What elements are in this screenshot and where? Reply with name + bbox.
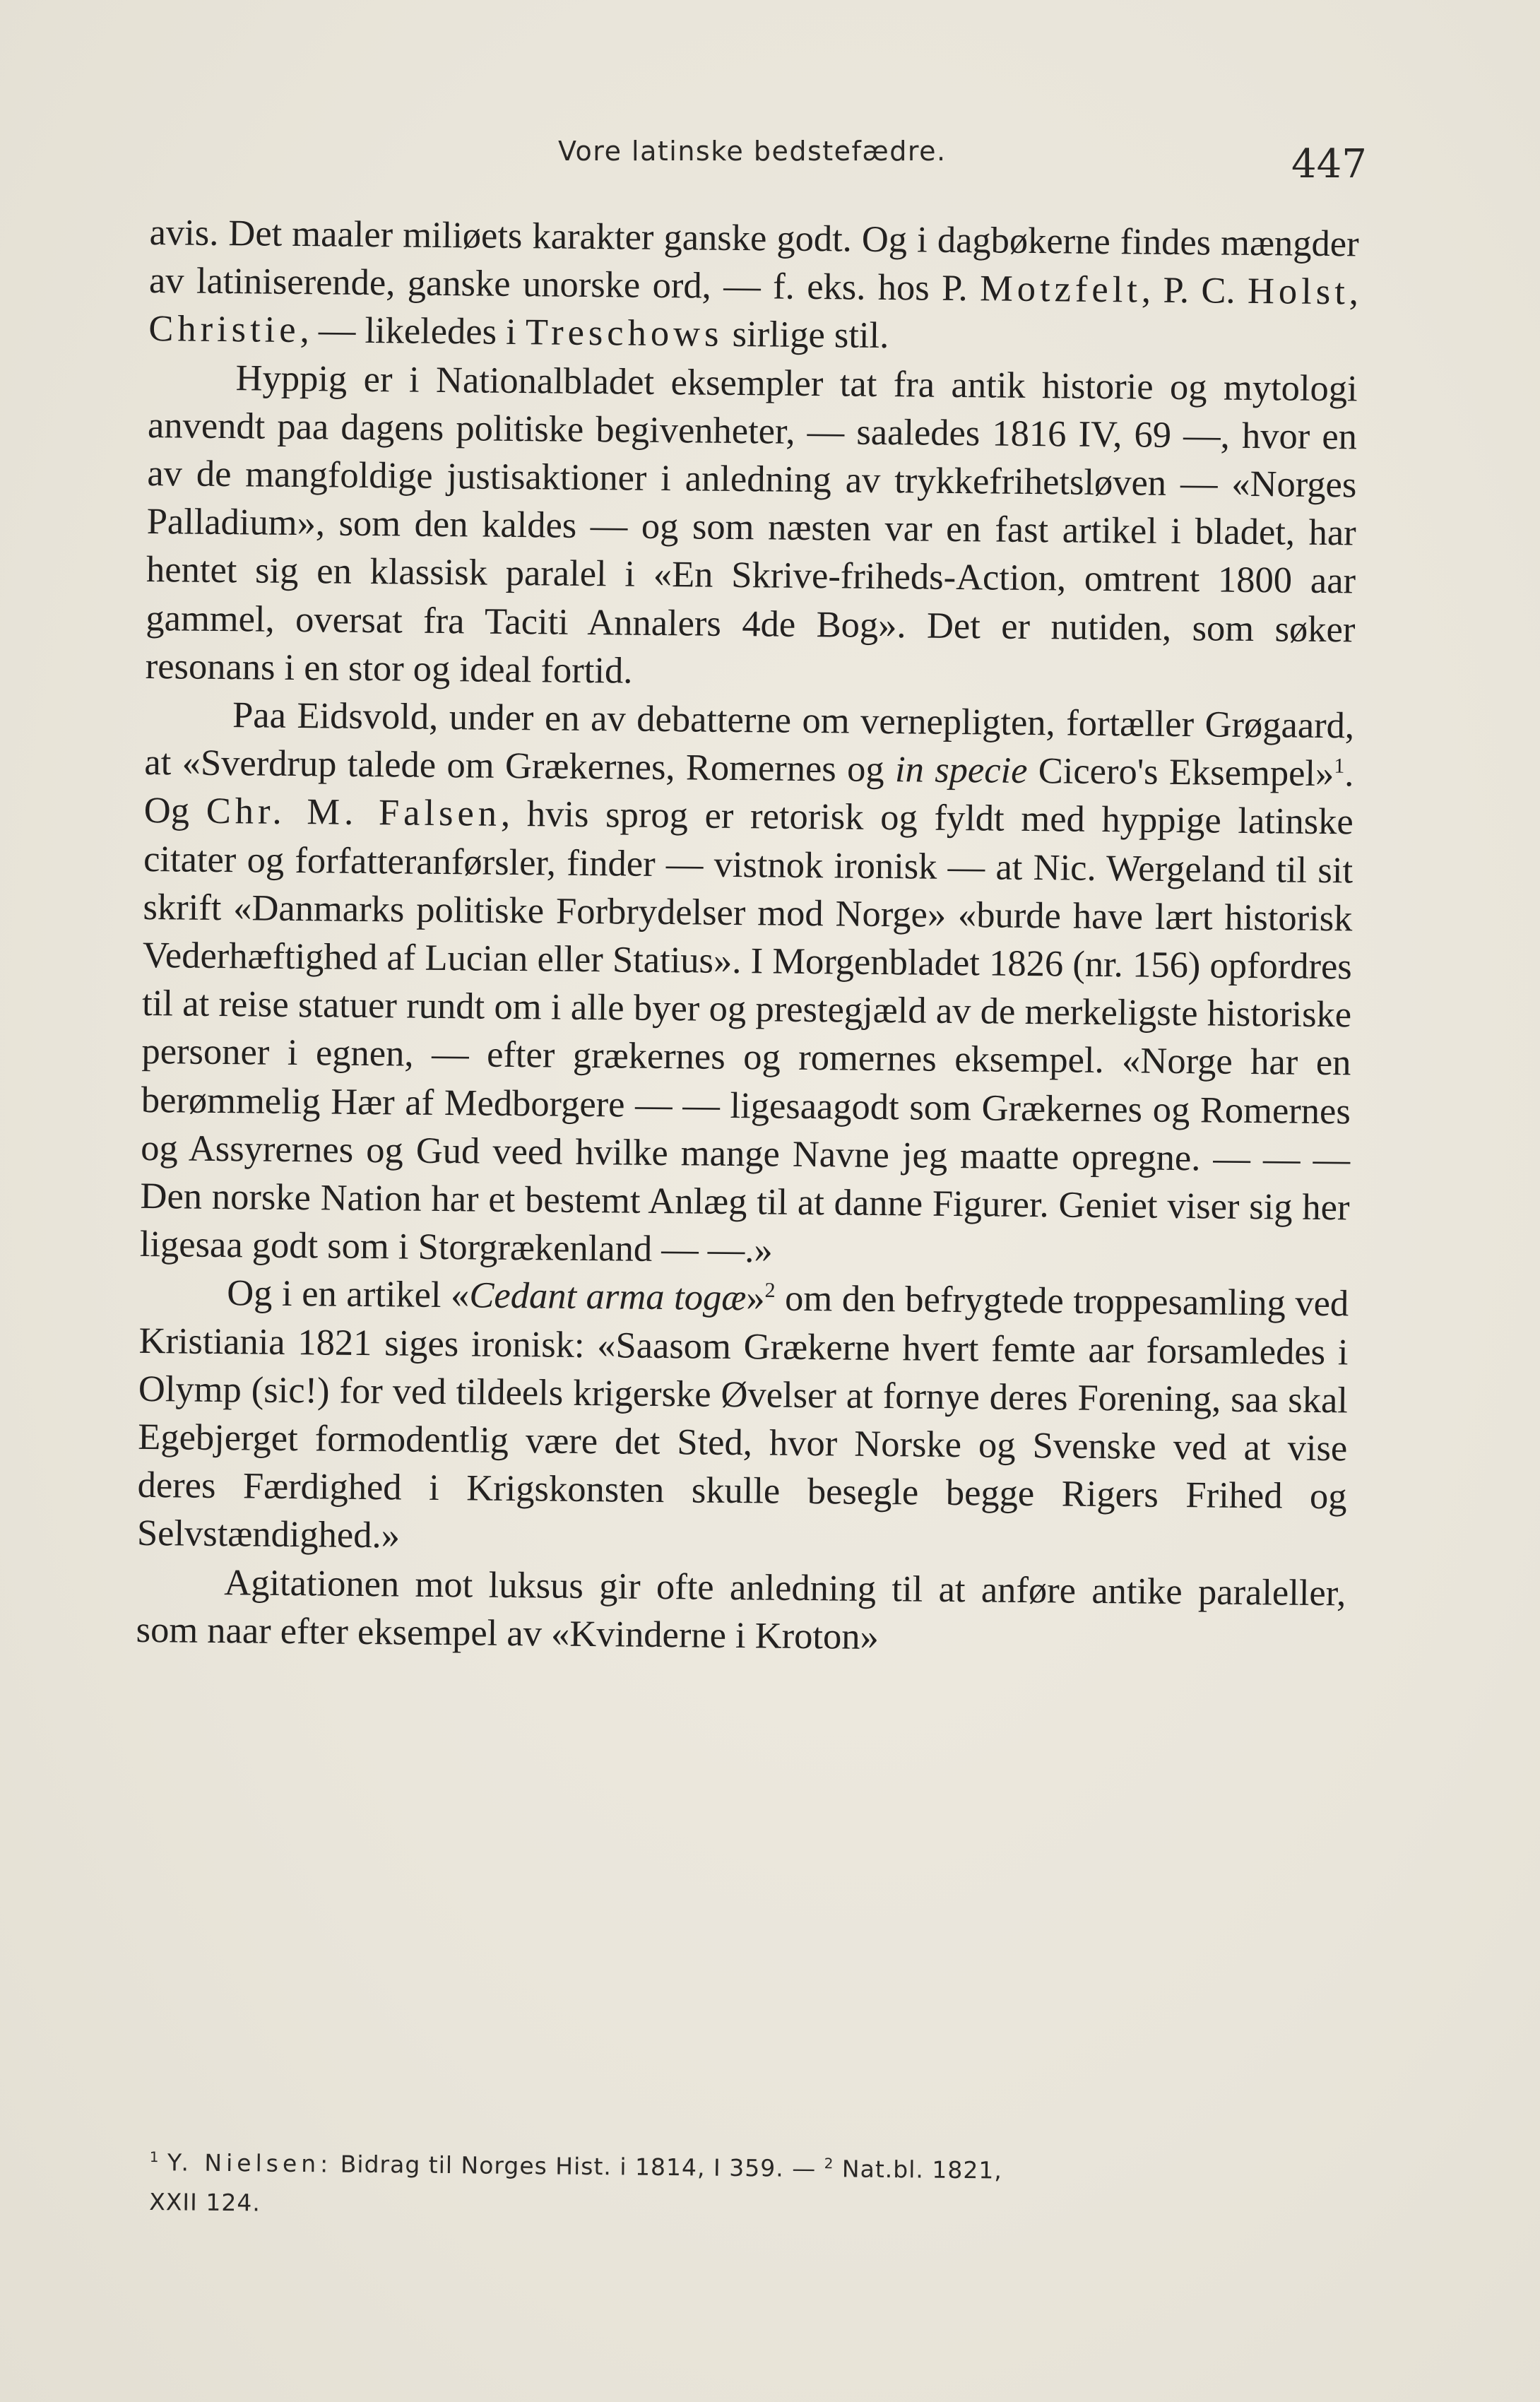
text-run: Cicero's Eksempel» <box>1027 750 1334 795</box>
footnote-1-marker: 1 <box>149 2148 160 2166</box>
spaced-name: Christie <box>148 308 300 351</box>
footnote-1-continuation: XXII 124. <box>149 2187 261 2217</box>
paragraph <box>137 1268 1349 1569</box>
text-run: sirlige stil. <box>723 314 889 357</box>
italic-phrase: in specie <box>894 749 1028 792</box>
spaced-name: Treschows <box>525 312 723 355</box>
footnote-2-marker: 2 <box>824 2155 834 2172</box>
paragraph <box>145 353 1358 702</box>
text-run: Agitationen mot luksus gir ofte anledning til at anføre antike paraleller, som naar efter eksempel av «Kvinderne i Kroton» <box>136 1561 1346 1657</box>
footnote-1-text: Bidrag til Norges Hist. i 1814, I 359. — <box>332 2150 824 2183</box>
text-run: » <box>746 1277 765 1319</box>
running-head-title: Vore latinske bedstefædre. <box>558 136 947 167</box>
body-text <box>136 208 1359 1665</box>
text-run: Hyppig er i Nationalbladet eksempler tat fra antik historie og mytologi anvendt paa dagens politiske begivenheter, — saaledes 1816 IV, 69 —, hvor en av de mangfoldige justisaktioner i anledning av trykkefrihetsløven — «Norges Palladium», som den kaldes — og som næsten var en fast artikel i bladet, har hentet sig en klassisk paralel i «En Skrive-friheds-Action, omtrent 1800 aar gammel, oversat fra Taciti Annalers 4de Bog». Det er nutiden, som søker resonans i en stor og ideal fortid. <box>145 357 1358 692</box>
paragraph <box>148 208 1359 365</box>
text-run: . Og <box>143 753 1354 832</box>
footnote-reference: 1 <box>1334 754 1345 779</box>
spaced-name: Chr. M. Falsen <box>206 791 502 835</box>
text-run: Og i en artikel « <box>226 1272 470 1316</box>
italic-phrase: Cedant arma togæ <box>469 1274 747 1319</box>
spaced-name: Holst <box>1247 271 1350 313</box>
text-run: avis. Det maaler miliøets karakter ganske godt. Og i dagbøkerne findes mængder av latiniserende, ganske unorske ord, — f. eks. hos P. <box>148 211 1359 309</box>
footnote-1-author: Y. Nielsen: <box>167 2148 333 2178</box>
footnote-2-text: Nat.bl. 1821, <box>834 2155 1002 2184</box>
text-run: , P. C. <box>1141 269 1248 312</box>
text-run: , <box>1349 271 1359 313</box>
text-run: Paa Eidsvold, under en av debatterne om vernepligten, fortæller Grøgaard, at «Sverdrup talede om Grækernes, Romernes og <box>144 694 1355 791</box>
text-run: , hvis sprog er retorisk og fyldt med hyppige latinske citater og forfatteranførsler, finder — vistnok ironisk — at Nic. Wergeland til sit skrift «Danmarks politiske Forbrydelser mod Norge» «burde have lært historisk Vederhæftighed af Lucian eller Statius». I Morgenbladet 1826 (nr. 156) opfordres til at reise statuer rundt om i alle byer og prestegjæld av de merkeligste historiske personer i egnen, — efter grækernes og romernes eksempel. «Norge har en berømmelig Hær af Medborgere — — ligesaagodt som Grækernes og Romernes og Assyrernes og Gud veed hvilke mange Navne jeg maatte opregne. — — — Den norske Nation har et bestemt Anlæg til at danne Figurer. Geniet viser sig her ligesaa godt som i Storgrækenland — —.» <box>139 793 1354 1271</box>
text-run: om den befrygtede troppesamling ved Kristiania 1821 siges ironisk: «Saasom Grækerne hvert femte aar forsamledes i Olymp (sic!) for ved tildeels krigerske Øvelser at fornye deres Forening, saa skal Egebjerget formodentlig være det Sted, hvor Norske og Svenske ved at vise deres Færdighed i Krigskonsten skulle besegle begge Rigers Frihed og Selvstændighed.» <box>136 1278 1349 1556</box>
footnotes <box>149 2143 1358 2233</box>
page-number: 447 <box>1291 141 1367 187</box>
footnote-reference: 2 <box>764 1279 776 1303</box>
text-run: , — likeledes i <box>300 309 526 353</box>
paragraph <box>136 1558 1346 1666</box>
spaced-name: Motzfelt <box>979 268 1142 311</box>
paragraph <box>140 690 1355 1280</box>
